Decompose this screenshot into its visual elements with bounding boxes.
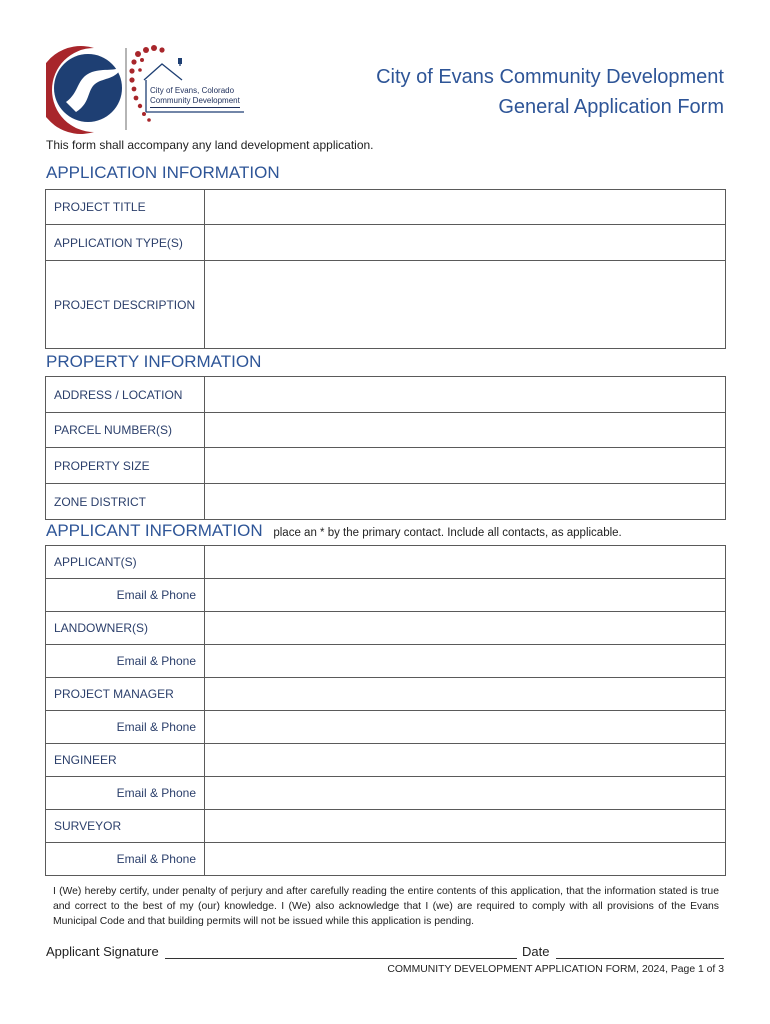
applicant-info-title: APPLICANT INFORMATION <box>46 521 263 540</box>
city-logo <box>46 44 256 134</box>
page-footer: COMMUNITY DEVELOPMENT APPLICATION FORM, 2024, Page 1 of 3 <box>387 964 724 975</box>
applicant-signature-line[interactable] <box>165 958 517 959</box>
engineer-email-phone-field[interactable] <box>205 777 726 810</box>
surveyor-email-phone-field[interactable] <box>205 843 726 876</box>
project-description-label: PROJECT DESCRIPTION <box>46 261 205 349</box>
address-label: ADDRESS / LOCATION <box>46 377 205 413</box>
applicant-info-heading <box>46 521 622 541</box>
applicant-signature-label: Applicant Signature <box>46 944 159 959</box>
table-row <box>46 225 726 261</box>
table-row <box>46 413 726 448</box>
table-row <box>46 377 726 413</box>
table-row <box>46 711 726 744</box>
address-field[interactable] <box>205 377 726 413</box>
landowners-email-phone-field[interactable] <box>205 645 726 678</box>
table-row <box>46 261 726 349</box>
table-row <box>46 546 726 579</box>
project-manager-label: PROJECT MANAGER <box>46 678 205 711</box>
property-info-table <box>45 376 726 520</box>
date-line[interactable] <box>556 958 724 959</box>
logo-line-2: Community Development <box>150 96 240 108</box>
logo-text <box>150 86 240 108</box>
table-row <box>46 484 726 520</box>
applicant-info-note: place an * by the primary contact. Include all contacts, as applicable. <box>273 527 622 539</box>
application-types-label: APPLICATION TYPE(S) <box>46 225 205 261</box>
project-title-label: PROJECT TITLE <box>46 190 205 225</box>
property-size-label: PROPERTY SIZE <box>46 448 205 484</box>
property-size-field[interactable] <box>205 448 726 484</box>
zone-district-label: ZONE DISTRICT <box>46 484 205 520</box>
engineer-email-phone-label: Email & Phone <box>46 777 205 810</box>
form-title-line-1: City of Evans Community Development <box>376 66 724 88</box>
table-row <box>46 777 726 810</box>
table-row <box>46 810 726 843</box>
table-row <box>46 612 726 645</box>
landowners-field[interactable] <box>205 612 726 645</box>
applicants-email-phone-field[interactable] <box>205 579 726 612</box>
applicants-label: APPLICANT(S) <box>46 546 205 579</box>
landowners-email-phone-label: Email & Phone <box>46 645 205 678</box>
table-row <box>46 579 726 612</box>
parcel-number-label: PARCEL NUMBER(S) <box>46 413 205 448</box>
project-title-field[interactable] <box>205 190 726 225</box>
table-row <box>46 744 726 777</box>
intro-text: This form shall accompany any land development application. <box>46 138 374 152</box>
project-manager-field[interactable] <box>205 678 726 711</box>
certification-text: I (We) hereby certify, under penalty of perjury and after carefully reading the entire contents of this application, that the information stated is true and correct to the best of my (our) knowledge. I (We) also acknowledge that I (we) are required to comply with all provisions of the Evans Municipal Code and that building permits will not be issued while this application is pending. <box>53 886 719 927</box>
application-info-heading: APPLICATION INFORMATION <box>46 163 280 182</box>
surveyor-field[interactable] <box>205 810 726 843</box>
logo-line-1: City of Evans, Colorado <box>150 86 235 95</box>
table-row <box>46 190 726 225</box>
applicants-field[interactable] <box>205 546 726 579</box>
surveyor-label: SURVEYOR <box>46 810 205 843</box>
engineer-field[interactable] <box>205 744 726 777</box>
zone-district-field[interactable] <box>205 484 726 520</box>
date-label: Date <box>522 944 550 959</box>
table-row <box>46 678 726 711</box>
table-row <box>46 645 726 678</box>
applicants-email-phone-label: Email & Phone <box>46 579 205 612</box>
application-info-table <box>45 189 726 349</box>
project-description-field[interactable] <box>205 261 726 349</box>
table-row <box>46 843 726 876</box>
project-manager-email-phone-field[interactable] <box>205 711 726 744</box>
property-info-heading: PROPERTY INFORMATION <box>46 352 262 371</box>
applicant-info-table <box>45 545 726 876</box>
application-types-field[interactable] <box>205 225 726 261</box>
table-row <box>46 448 726 484</box>
form-title <box>376 62 724 122</box>
form-title-line-2: General Application Form <box>498 96 724 118</box>
parcel-number-field[interactable] <box>205 413 726 448</box>
engineer-label: ENGINEER <box>46 744 205 777</box>
project-manager-email-phone-label: Email & Phone <box>46 711 205 744</box>
landowners-label: LANDOWNER(S) <box>46 612 205 645</box>
surveyor-email-phone-label: Email & Phone <box>46 843 205 876</box>
